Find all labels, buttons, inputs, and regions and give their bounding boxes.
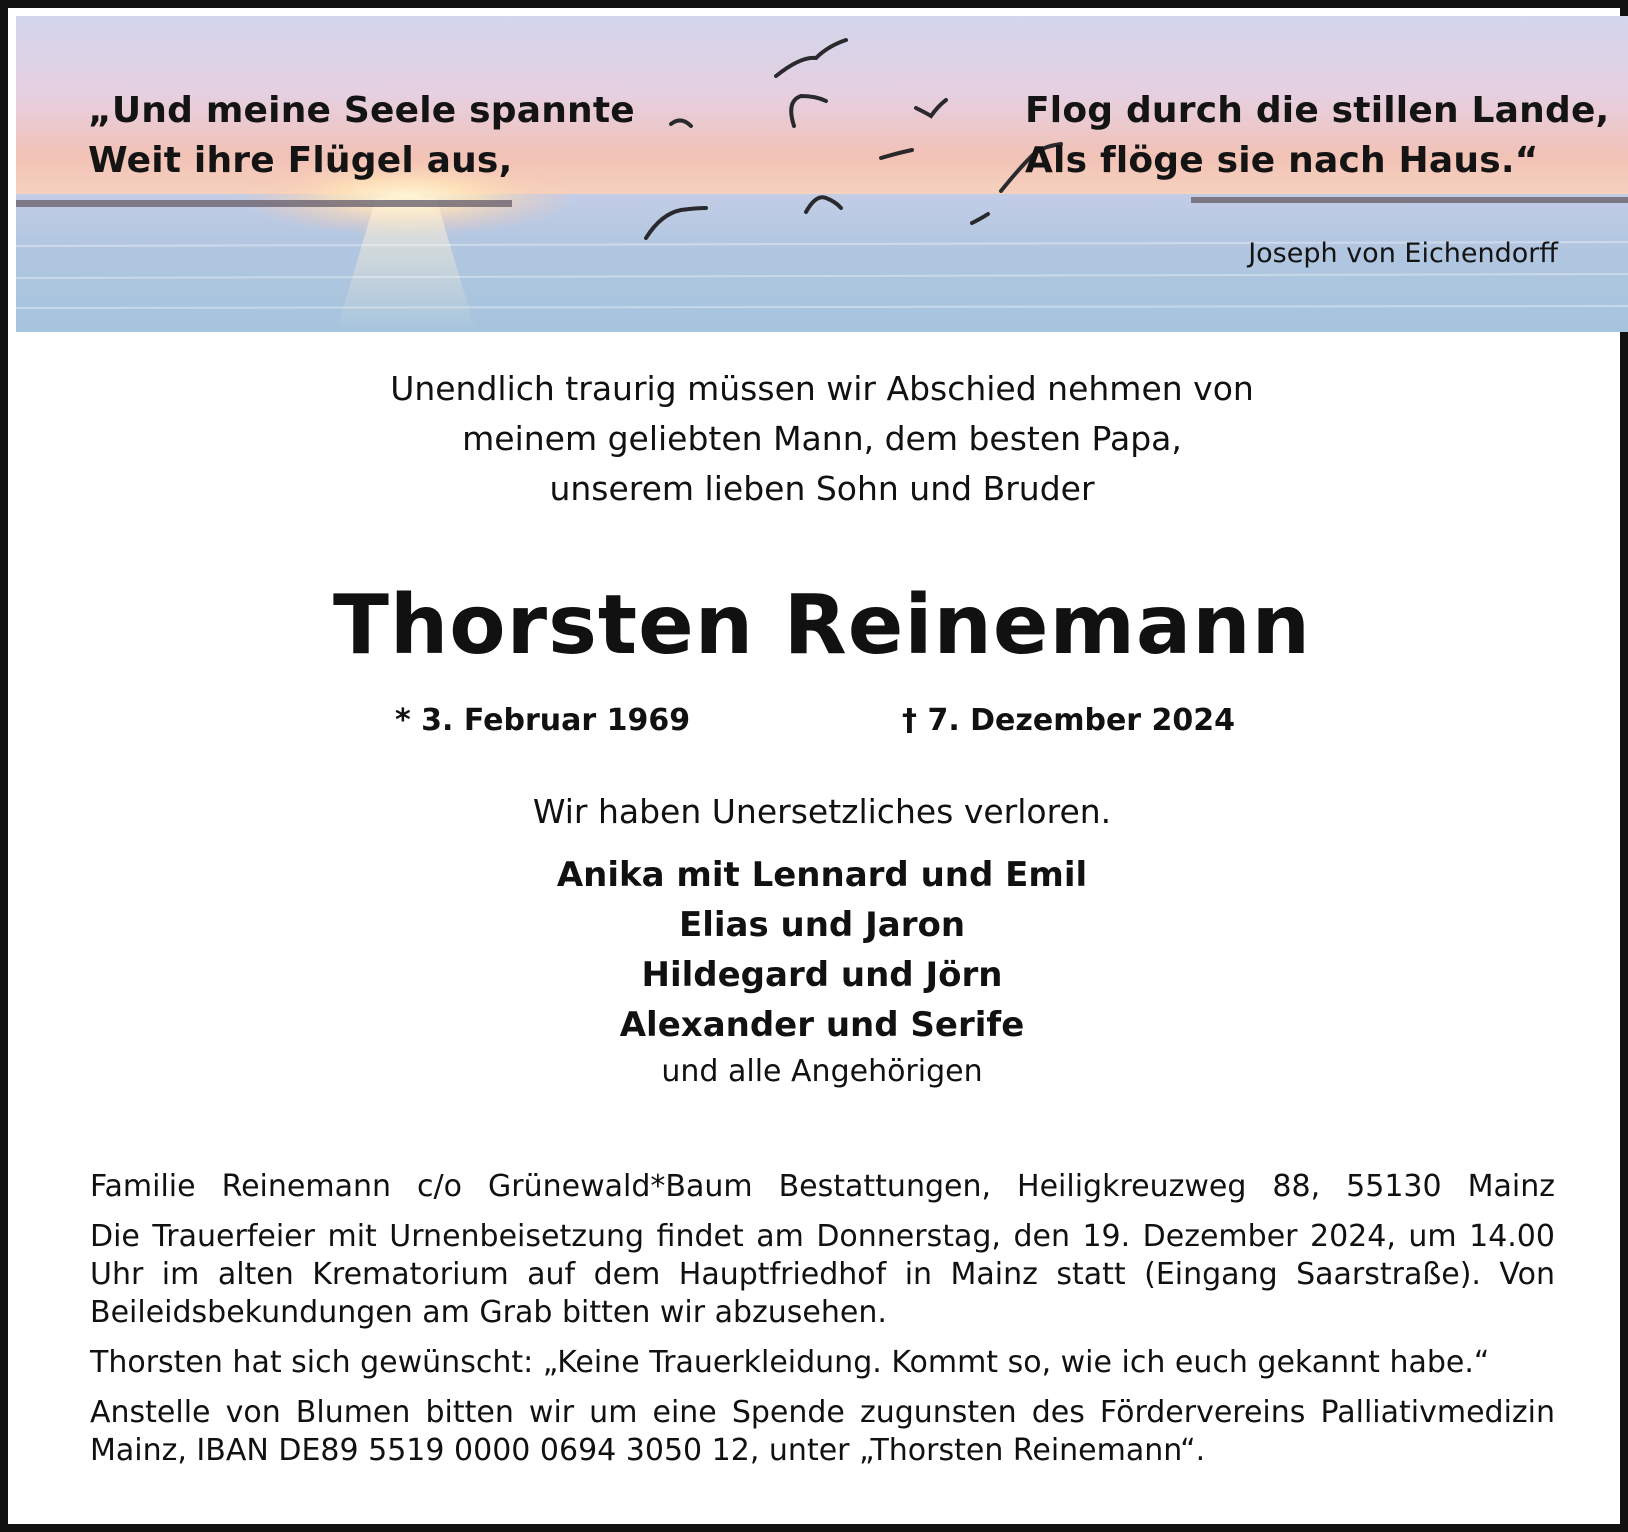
header-image [16, 16, 1628, 332]
intro-line: Unendlich traurig müssen wir Abschied nehmen von [390, 369, 1254, 408]
intro-line: meinem geliebten Mann, dem besten Papa, [462, 419, 1182, 458]
mourners-list [16, 850, 1628, 1050]
quote-line: Weit ihre Flügel aus, [88, 140, 513, 181]
address-note: Familie Reinemann c/o Grünewald*Baum Bestattungen, Heiligkreuzweg 88, 55130 Mainz [90, 1169, 1555, 1204]
notes-section [90, 1168, 1555, 1482]
wish-note: Thorsten hat sich gewünscht: „Keine Trauerkleidung. Kommt so, wie ich euch gekannt habe.“ [90, 1345, 1490, 1380]
mourner-line: Hildegard und Jörn [641, 955, 1003, 995]
ceremony-note: Die Trauerfeier mit Urnenbeisetzung findet am Donnerstag, den 19. Dezember 2024, um 14.00 Uhr im alten Krematorium auf dem Hauptfriedhof in Mainz statt (Eingang Saarstraße). Von Beileidsbekundungen am Grab bitten wir abzusehen. [90, 1219, 1555, 1330]
intro-line: unserem lieben Sohn und Bruder [549, 469, 1095, 508]
quote-line: Als flöge sie nach Haus.“ [1025, 140, 1539, 181]
deceased-name: Thorsten Reinemann [332, 578, 1312, 673]
quote-author: Joseph von Eichendorff [1248, 238, 1558, 269]
quote-right [1025, 86, 1609, 186]
quote-line: „Und meine Seele spannte [88, 90, 635, 131]
birth-date: * 3. Februar 1969 [395, 703, 691, 738]
donation-note: Anstelle von Blumen bitten wir um eine Spende zugunsten des Fördervereins Palliativmedizin Mainz, IBAN DE89 5519 0000 0694 3050 12, unter „Thorsten Reinemann“. [90, 1395, 1555, 1468]
quote-line: Flog durch die stillen Lande, [1025, 90, 1610, 131]
quote-left [88, 86, 635, 186]
relatives-line: und alle Angehörigen [661, 1054, 983, 1089]
mourner-line: Anika mit Lennard und Emil [556, 855, 1088, 895]
death-date: † 7. Dezember 2024 [902, 703, 1236, 738]
loss-statement: Wir haben Unersetzliches verloren. [532, 792, 1112, 831]
mourner-line: Elias und Jaron [678, 905, 966, 945]
mourner-line: Alexander und Serife [619, 1005, 1025, 1045]
intro-text [16, 364, 1628, 514]
